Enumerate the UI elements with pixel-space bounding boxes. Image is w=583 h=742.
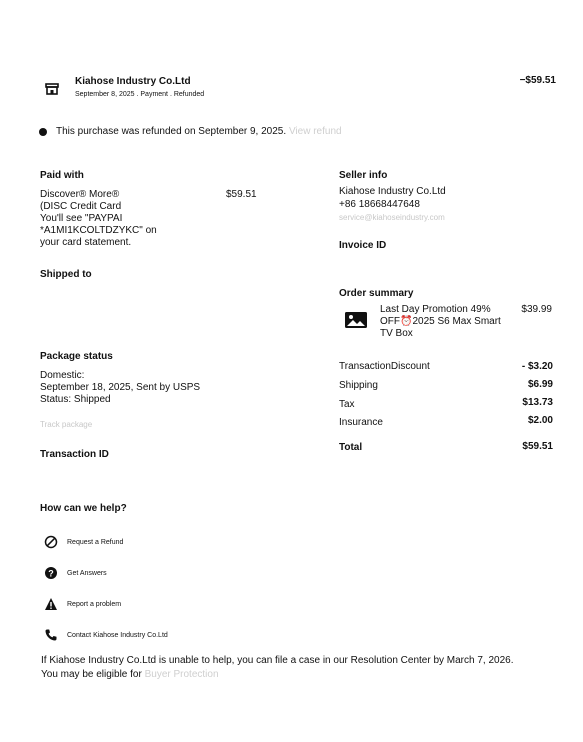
package-status-heading: Package status <box>40 351 113 362</box>
track-package-link[interactable]: Track package <box>40 420 93 429</box>
merchant-name: Kiahose Industry Co.Ltd <box>75 76 191 87</box>
payment-line: Discover® More® <box>40 189 120 200</box>
seller-phone: +86 18668447648 <box>339 199 420 210</box>
payment-line: (DISC Credit Card <box>40 201 122 212</box>
total-value: $59.51 <box>522 441 553 452</box>
summary-label-insurance: Insurance <box>339 417 383 428</box>
buyer-protection-text <box>41 669 219 681</box>
payment-method <box>40 189 157 249</box>
payment-amount: $59.51 <box>226 189 257 200</box>
help-heading: How can we help? <box>40 503 127 514</box>
help-item-label: Get Answers <box>67 570 107 577</box>
order-item-title[interactable] <box>380 304 515 340</box>
package-status-line: Status: Shipped <box>40 394 111 405</box>
paid-with-heading: Paid with <box>40 170 84 181</box>
refund-dot-icon <box>39 128 47 136</box>
slash-circle-icon <box>44 535 58 554</box>
view-refund-link[interactable]: View refund <box>288 126 342 137</box>
package-status-line: September 18, 2025, Sent by USPS <box>40 382 201 393</box>
product-image-icon <box>345 312 367 328</box>
payment-line: You'll see "PAYPAI <box>40 213 123 224</box>
transaction-amount: −$59.51 <box>519 75 556 86</box>
summary-value-shipping: $6.99 <box>527 379 553 390</box>
refund-notice-text: This purchase was refunded on September 9, 2025. <box>56 126 287 137</box>
payment-line: your card statement. <box>40 237 132 248</box>
help-item-answers[interactable] <box>44 566 244 580</box>
svg-text:?: ? <box>48 568 54 579</box>
help-item-label: Contact Kiahose Industry Co.Ltd <box>67 632 168 639</box>
seller-name: Kiahose Industry Co.Ltd <box>339 186 446 197</box>
package-status-line: Domestic: <box>40 370 85 381</box>
order-item-line: OFF⏰2025 S6 Max Smart <box>380 316 501 327</box>
store-icon <box>45 82 59 96</box>
help-item-report[interactable] <box>44 597 244 611</box>
help-item-refund[interactable] <box>44 535 244 549</box>
summary-label-shipping: Shipping <box>339 380 378 391</box>
resolution-center-text: If Kiahose Industry Co.Ltd is unable to help, you can file a case in our Resolution Center by March 7, 2026. <box>41 655 514 666</box>
package-status-details <box>40 370 200 406</box>
summary-value-tax: $13.73 <box>522 397 553 408</box>
transaction-id-heading: Transaction ID <box>40 449 109 460</box>
refund-notice <box>56 126 342 138</box>
transaction-subline: September 8, 2025 . Payment . Refunded <box>75 91 205 98</box>
order-item-line: Last Day Promotion 49% <box>380 304 491 315</box>
payment-line: *A1MI1KCOLTDZYKC" on <box>40 225 157 236</box>
order-item-price: $39.99 <box>521 304 552 315</box>
summary-label-tax: Tax <box>339 399 355 410</box>
help-item-contact[interactable] <box>44 628 264 642</box>
seller-email[interactable]: service@kiahoseindustry.com <box>339 213 445 222</box>
shipped-to-heading: Shipped to <box>40 269 92 280</box>
help-item-label: Report a problem <box>67 601 122 608</box>
summary-label-discount: TransactionDiscount <box>339 361 430 372</box>
summary-value-insurance: $2.00 <box>527 415 553 426</box>
question-icon <box>44 566 58 585</box>
help-item-label: Request a Refund <box>67 539 124 546</box>
seller-info-heading: Seller info <box>339 170 388 181</box>
eligible-text: You may be eligible for <box>41 669 142 680</box>
summary-value-discount: - $3.20 <box>521 361 553 372</box>
invoice-id-heading: Invoice ID <box>339 240 387 251</box>
order-summary-heading: Order summary <box>339 288 414 299</box>
total-label: Total <box>339 442 363 453</box>
order-item-line: TV Box <box>380 328 413 339</box>
buyer-protection-link[interactable]: Buyer Protection <box>144 669 219 680</box>
phone-icon <box>44 628 58 647</box>
warning-icon <box>44 597 58 616</box>
